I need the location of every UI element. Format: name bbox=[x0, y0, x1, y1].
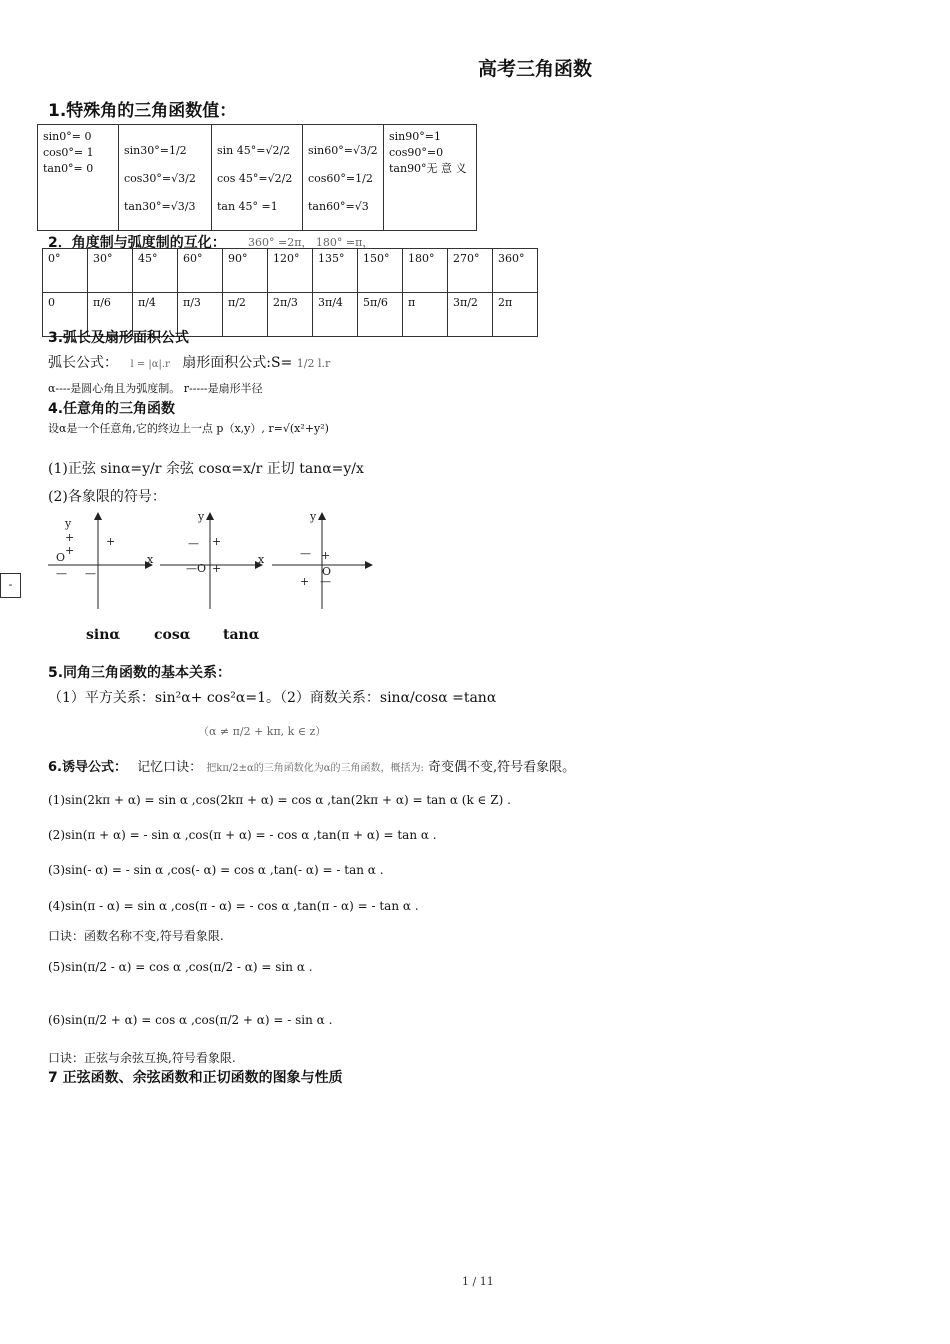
radian-cell: π/2 bbox=[223, 293, 268, 337]
degree-cell: 270° bbox=[448, 249, 493, 293]
degree-cell: 45° bbox=[133, 249, 178, 293]
radian-cell: π/4 bbox=[133, 293, 178, 337]
svg-text:+: + bbox=[106, 535, 116, 548]
formula-3: (3)sin(- α) = - sin α ,cos(- α) = cos α ,tan(- α) = - tan α . bbox=[48, 863, 384, 877]
basic-relations: （1）平方关系：sin²α+ cos²α=1。（2）商数关系：sinα/cosα =tanα bbox=[48, 690, 497, 706]
degree-cell: 30° bbox=[88, 249, 133, 293]
table-cell: sin0°= 0 cos0°= 1 tan0°= 0 bbox=[38, 125, 119, 231]
section-1-heading: 1.特殊角的三角函数值： bbox=[48, 101, 237, 121]
sin-quadrant-diagram bbox=[48, 513, 154, 609]
degree-cell: 0° bbox=[43, 249, 88, 293]
section-2-heading: 2．角度制与弧度制的互化： bbox=[48, 235, 226, 251]
arc-note: α----是圆心角且为弧度制。 r-----是扇形半径 bbox=[48, 382, 263, 395]
table-cell: sin90°=1 cos90°=0 tan90°无 意 义 bbox=[384, 125, 477, 231]
section-5-heading: 5.同角三角函数的基本关系： bbox=[48, 665, 232, 681]
svg-text:—O: —O bbox=[186, 562, 207, 575]
svg-text:y: y bbox=[65, 517, 72, 530]
svg-text:—: — bbox=[300, 547, 311, 560]
svg-text:—: — bbox=[56, 567, 67, 580]
svg-text:O: O bbox=[56, 551, 66, 564]
section-7-heading: 7 正弦函数、余弦函数和正切函数的图象与性质 bbox=[48, 1070, 343, 1086]
page-number: 1 / 11 bbox=[462, 1275, 494, 1288]
degree-cell: 90° bbox=[223, 249, 268, 293]
formula-1: (1)sin(2kπ + α) = sin α ,cos(2kπ + α) = cos α ,tan(2kπ + α) = tan α (k ∈ Z) . bbox=[48, 793, 511, 807]
radian-cell: 3π/4 bbox=[313, 293, 358, 337]
svg-text:+: + bbox=[321, 549, 331, 562]
section-2-note: 360° =2π， 180° =π， bbox=[248, 236, 374, 249]
svg-text:O: O bbox=[322, 565, 332, 578]
mnemonic-2: 口诀：正弦与余弦互换,符号看象限. bbox=[48, 1051, 236, 1065]
section-6-heading: 6.诱导公式： bbox=[48, 760, 127, 775]
svg-text:—: — bbox=[320, 575, 331, 588]
cos-quadrant-diagram bbox=[160, 510, 265, 609]
radian-cell: π/6 bbox=[88, 293, 133, 337]
sin-label: sinα bbox=[86, 627, 121, 643]
special-angles-table bbox=[37, 124, 477, 231]
mnemonic-1: 口诀：函数名称不变,符号看象限. bbox=[48, 929, 224, 943]
svg-text:y: y bbox=[310, 510, 317, 523]
radian-cell: 3π/2 bbox=[448, 293, 493, 337]
table-cell: sin 45°=√2/2 cos 45°=√2/2 tan 45° =1 bbox=[212, 125, 303, 231]
side-mark: - bbox=[0, 573, 21, 598]
degree-cell: 360° bbox=[493, 249, 538, 293]
svg-text:x: x bbox=[147, 553, 154, 566]
svg-text:+: + bbox=[65, 544, 75, 557]
section-3-heading: 3.弧长及扇形面积公式 bbox=[48, 330, 190, 346]
svg-text:—: — bbox=[85, 567, 96, 580]
relation-condition: （α ≠ π/2 + kπ, k ∈ z） bbox=[198, 725, 327, 738]
degree-cell: 135° bbox=[313, 249, 358, 293]
tan-quadrant-diagram bbox=[272, 510, 372, 609]
quadrant-signs-label: (2)各象限的符号： bbox=[48, 489, 166, 505]
arc-length-line: 弧长公式： l = |α|.r 扇形面积公式:S= 1/2 l.r bbox=[48, 355, 331, 371]
svg-text:+: + bbox=[212, 535, 222, 548]
section-4-intro: 设α是一个任意角,它的终边上一点 p（x,y）, r=√(x²+y²) bbox=[48, 422, 329, 435]
degree-cell: 150° bbox=[358, 249, 403, 293]
radian-cell: 2π/3 bbox=[268, 293, 313, 337]
svg-text:—: — bbox=[188, 537, 199, 550]
tan-label: tanα bbox=[223, 627, 260, 643]
section-4-heading: 4.任意角的三角函数 bbox=[48, 401, 176, 417]
radian-cell: π/3 bbox=[178, 293, 223, 337]
trig-definitions: (1)正弦 sinα=y/r 余弦 cosα=x/r 正切 tanα=y/x bbox=[48, 461, 364, 477]
radian-cell: 0 bbox=[43, 293, 88, 337]
table-cell: sin30°=1/2 cos30°=√3/2 tan30°=√3/3 bbox=[119, 125, 212, 231]
quadrant-diagrams bbox=[40, 505, 390, 615]
section-6-heading-line: 6.诱导公式： 记忆口诀： 把kπ/2±α的三角函数化为α的三角函数，概括为: 奇变偶不变,符号看象限。 bbox=[48, 760, 576, 775]
radian-cell: 5π/6 bbox=[358, 293, 403, 337]
svg-text:y: y bbox=[198, 510, 205, 523]
degree-cell: 60° bbox=[178, 249, 223, 293]
formula-5: (5)sin(π/2 - α) = cos α ,cos(π/2 - α) = sin α . bbox=[48, 960, 313, 974]
svg-text:+: + bbox=[65, 531, 75, 544]
cos-label: cosα bbox=[154, 627, 191, 643]
svg-text:x: x bbox=[258, 553, 265, 566]
radian-cell: 2π bbox=[493, 293, 538, 337]
degree-cell: 120° bbox=[268, 249, 313, 293]
table-cell: sin60°=√3/2 cos60°=1/2 tan60°=√3 bbox=[303, 125, 384, 231]
formula-2: (2)sin(π + α) = - sin α ,cos(π + α) = - cos α ,tan(π + α) = tan α . bbox=[48, 828, 437, 842]
angle-conversion-table bbox=[42, 248, 538, 337]
formula-6: (6)sin(π/2 + α) = cos α ,cos(π/2 + α) = - sin α . bbox=[48, 1013, 333, 1027]
svg-text:+: + bbox=[300, 575, 310, 588]
radian-cell: π bbox=[403, 293, 448, 337]
svg-text:+: + bbox=[212, 562, 222, 575]
formula-4: (4)sin(π - α) = sin α ,cos(π - α) = - cos α ,tan(π - α) = - tan α . bbox=[48, 899, 419, 913]
degree-cell: 180° bbox=[403, 249, 448, 293]
page-title: 高考三角函数 bbox=[478, 58, 593, 80]
